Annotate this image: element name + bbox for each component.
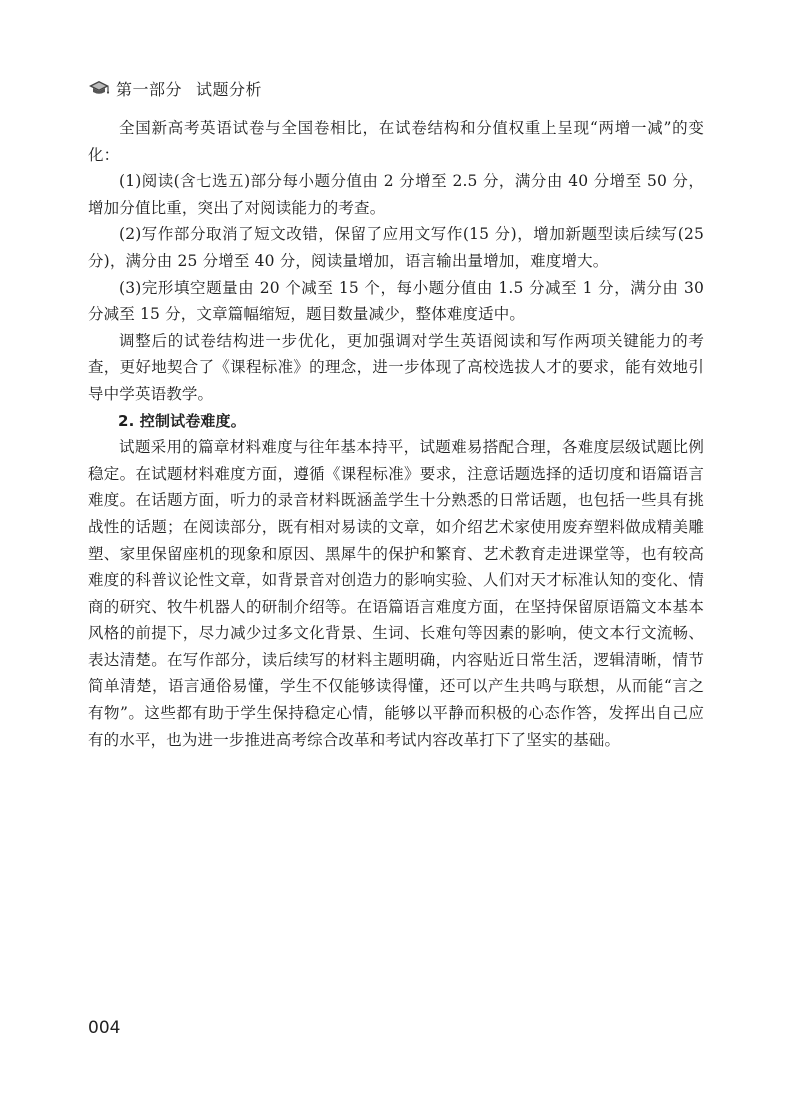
page-number: 004 — [88, 1018, 121, 1038]
paragraph: (3)完形填空题量由 20 个减至 15 个，每小题分值由 1.5 分减至 1 分，满分由 30 分减至 15 分，文章篇幅缩短，题目数量减少，整体难度适中。 — [88, 278, 704, 324]
graduation-cap-icon — [88, 79, 110, 97]
part-title: 第一部分 — [116, 79, 183, 99]
paragraph: 全国新高考英语试卷与全国卷相比，在试卷结构和分值权重上呈现“两增一减”的变化： — [88, 119, 704, 164]
paragraph: 试题采用的篇章材料难度与往年基本持平，试题难易搭配合理，各难度层级试题比例稳定。在试题材料难度方面，遵循《课程标准》要求，注意话题选择的适切度和语篇语言难度。在话题方面，听力的录音材料既涵盖学生十分熟悉的日常话题，也包括一些具有挑战性的话题；在阅读部分，既有相对易读的文章，如介绍艺术家使用废弃塑料做成精美雕塑、家里保留座机的现象和原因、黑犀牛的保护和繁育、艺术教育走进课堂等，也有较高难度的科普议论性文章，如背景音对创造力的影响实验、人们对天才标准认知的变化、情商的研究、牧牛机器人的研制介绍等。在语篇语言难度方面，在坚持保留原语篇文本基本风格的前提下，尽力减少过多文化背景、生词、长难句等因素的影响，使文本行文流畅、表达清楚。在写作部分，读后续写的材料主题明确，内容贴近日常生活，逻辑清晰，情节简单清楚，语言通俗易懂，学生不仅能够读得懂，还可以产生共鸣与联想，从而能“言之有物”。这些都有助于学生保持稳定心情，能够以平静而积极的心态作答，发挥出自己应有的水平，也为进一步推进高考综合改革和考试内容改革打下了坚实的基础。 — [88, 438, 704, 749]
section-title: 试题分析 — [196, 79, 263, 99]
running-header — [88, 76, 262, 100]
body-text — [88, 115, 704, 753]
paragraph: (1)阅读(含七选五)部分每小题分值由 2 分增至 2.5 分，满分由 40 分增至 50 分，增加分值比重，突出了对阅读能力的考查。 — [88, 172, 704, 217]
paragraph: 调整后的试卷结构进一步优化，更加强调对学生英语阅读和写作两项关键能力的考查，更好地契合了《课程标准》的理念，进一步体现了高校选拔人才的要求，能有效地引导中学英语教学。 — [88, 331, 704, 403]
paragraph: (2)写作部分取消了短文改错，保留了应用文写作(15 分)，增加新题型读后续写(25 分)，满分由 25 分增至 40 分，阅读量增加，语言输出量增加，难度增大。 — [88, 225, 704, 270]
section-heading: 2. 控制试卷难度。 — [118, 411, 246, 430]
